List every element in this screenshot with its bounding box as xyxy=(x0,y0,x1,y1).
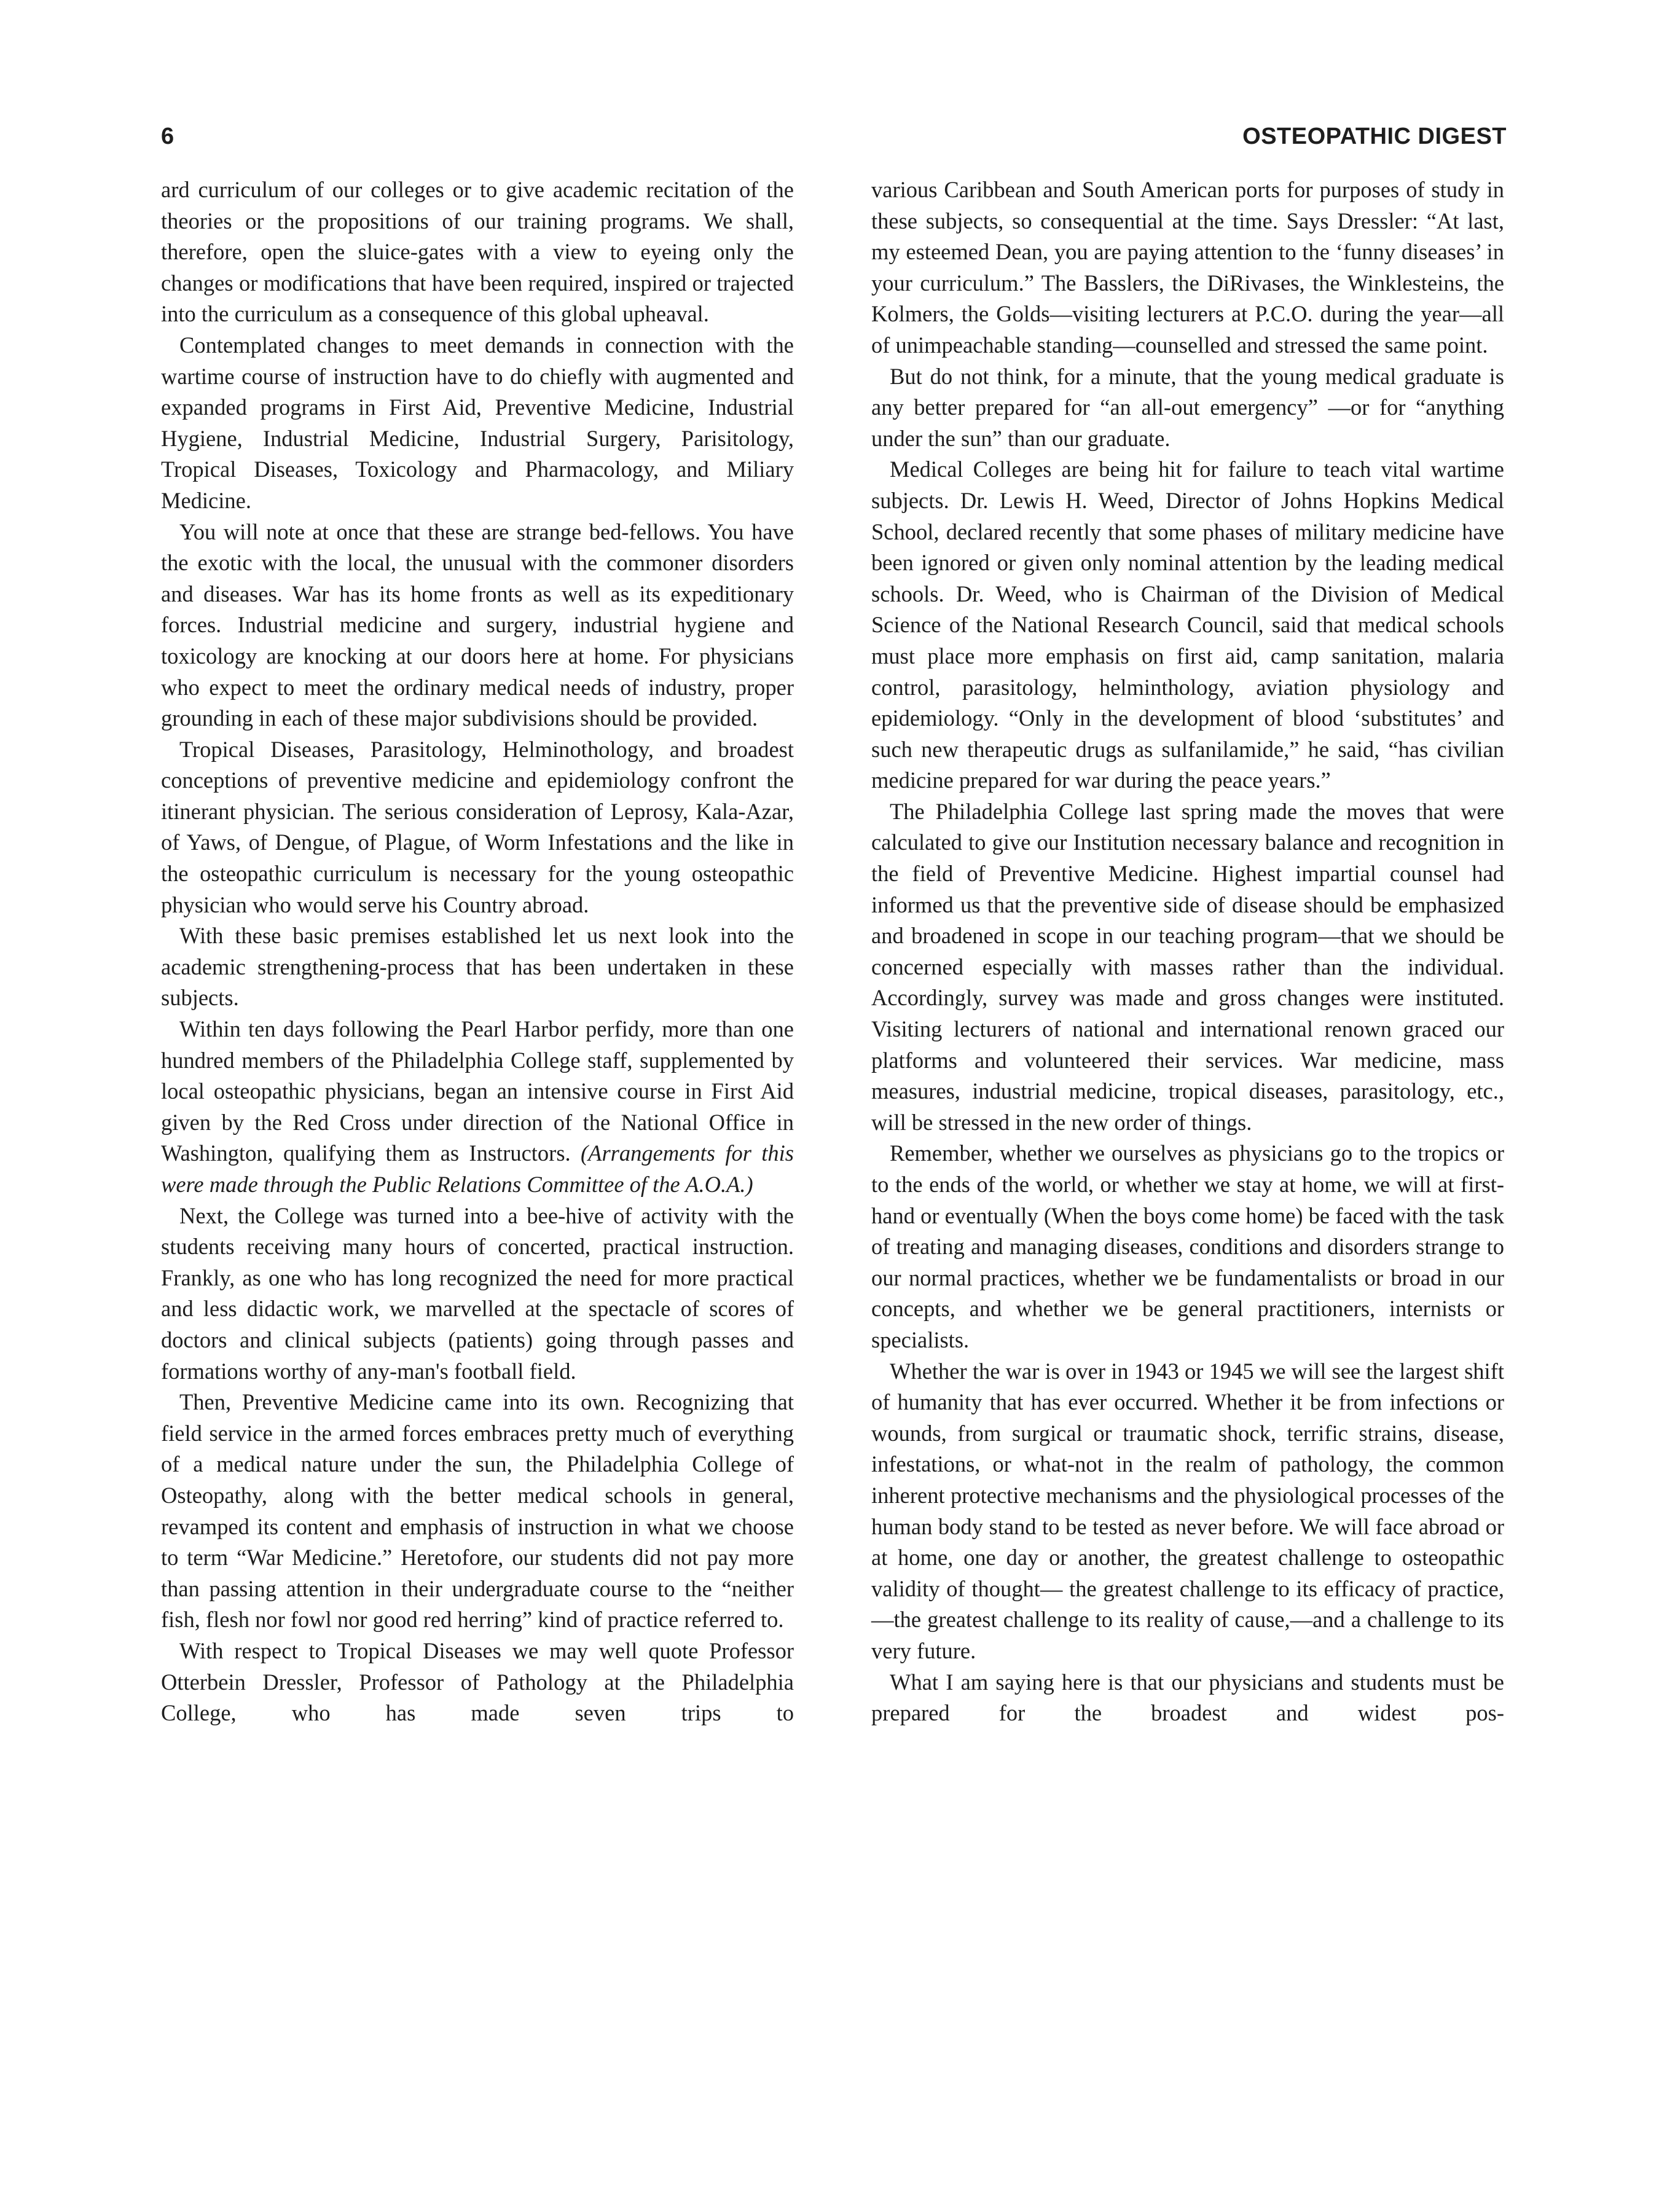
paragraph: Remember, whether we ourselves as physicians go to the tropics or to the ends of the world, or whether we stay at home, we will at first-hand or eventually (When the boys come home) be faced with the task of treating and managing diseases, conditions and disorders strange to our normal practices, whether we be fundamentalists or broad in our concepts, and whether we be general practitioners, internists or specialists. xyxy=(871,1140,1504,1352)
paragraph: Next, the College was turned into a bee-hive of activity with the students receiving many hours of concerted, practical instruction. Frankly, as one who has long recognized the need for more practical and less didactic work, we marvelled at the spectacle of scores of doctors and clinical subjects (patients) going through passes and formations worthy of any-man's football field. xyxy=(161,1202,794,1384)
italic-note: (Arrangements for this were made through the Public Relations Committee of the A.O.A.) xyxy=(161,1140,794,1197)
paragraph: Contemplated changes to meet demands in connection with the wartime course of instruction have to do chiefly with augmented and expanded programs in First Aid, Preventive Medicine, Industrial Hygiene, Industrial Medicine, Industrial Surgery, Parisitology, Tropical Diseases, Toxicology and Pharmacology, and Miliary Medicine. xyxy=(161,332,794,513)
paragraph xyxy=(161,1014,794,1201)
left-column xyxy=(161,175,794,1729)
page-header xyxy=(161,120,1507,157)
paragraph-text: Within ten days following the Pearl Harbor perfidy, more than one hundred members of the Philadelphia College staff, supplemented by local osteopathic physicians, began an intensive course in First Aid given by the Red Cross under direction of the National Office in Washington, qualifying them as Instructors. xyxy=(161,1016,794,1166)
paragraph: Then, Preventive Medicine came into its own. Recognizing that field service in the armed forces embraces pretty much of everything of a medical nature under the sun, the Philadelphia College of Osteopathy, along with the better medical schools in general, revamped its content and emphasis of instruction in what we choose to term “War Medicine.” Heretofore, our students did not pay more than passing attention in their undergraduate course to the “neither fish, flesh nor fowl nor good red herring” kind of practice referred to. xyxy=(161,1389,794,1633)
paragraph: various Caribbean and South American ports for purposes of study in these subjects, so consequential at the time. Says Dressler: “At last, my esteemed Dean, you are paying attention to the ‘funny diseases’ in your curriculum.” The Basslers, the DiRivases, the Winklesteins, the Kolmers, the Golds—visiting lecturers at P.C.O. during the year—all of unimpeachable standing—counselled and stressed the same point. xyxy=(871,177,1504,358)
paragraph: What I am saying here is that our physicians and students must be prepared for the broadest and widest pos- xyxy=(871,1669,1504,1726)
paragraph: Whether the war is over in 1943 or 1945 we will see the largest shift of humanity that has ever occurred. Whether it be from infections or wounds, from surgical or traumatic shock, terrific strains, disease, infestations, or what-not in the realm of pathology, the common inherent protective mechanisms and the physiological processes of the human body stand to be tested as never before. We will face abroad or at home, one day or another, the greatest challenge to osteopathic validity of thought— the greatest challenge to its efficacy of practice,—the greatest challenge to its reality of cause,—and a challenge to its very future. xyxy=(871,1358,1504,1663)
paragraph: With these basic premises established let us next look into the academic strengthening-process that has been undertaken in these subjects. xyxy=(161,923,794,1011)
paragraph: ard curriculum of our colleges or to give academic recitation of the theories or the propositions of our training programs. We shall, therefore, open the sluice-gates with a view to eyeing only the changes or modifications that have been required, inspired or trajected into the curriculum as a consequence of this global upheaval. xyxy=(161,177,794,327)
paragraph: Tropical Diseases, Parasitology, Helminothology, and broadest conceptions of preventive medicine and epidemiology confront the itinerant physician. The serious consideration of Leprosy, Kala-Azar, of Yaws, of Dengue, of Plague, of Worm Infestations and the like in the osteopathic curriculum is necessary for the young osteopathic physician who would serve his Country abroad. xyxy=(161,736,794,917)
paragraph: But do not think, for a minute, that the young medical graduate is any better prepared for “an all-out emergency” —or for “anything under the sun” than our graduate. xyxy=(871,363,1504,451)
paragraph: With respect to Tropical Diseases we may well quote Professor Otterbein Dressler, Professor of Pathology at the Philadelphia College, who has made seven trips to xyxy=(161,1637,794,1726)
paragraph: Medical Colleges are being hit for failure to teach vital wartime subjects. Dr. Lewis H. Weed, Director of Johns Hopkins Medical School, declared recently that some phases of military medicine have been ignored or given only nominal attention by the leading medical schools. Dr. Weed, who is Chairman of the Division of Medical Science of the National Research Council, said that medical schools must place more emphasis on first aid, camp sanitation, malaria control, parasitology, helminthology, aviation physiology and epidemiology. “Only in the development of blood ‘substitutes’ and such new therapeutic drugs as sulfanilamide,” he said, “has civilian medicine prepared for war during the peace years.” xyxy=(871,457,1504,793)
page-number: 6 xyxy=(161,124,175,149)
paragraph: You will note at once that these are strange bed-fellows. You have the exotic with the local, the unusual with the commoner disorders and diseases. War has its home fronts as well as its expeditionary forces. Industrial medicine and surgery, industrial hygiene and toxicology are knocking at our doors here at home. For physicians who expect to meet the ordinary medical needs of industry, proper grounding in each of these major subdivisions should be provided. xyxy=(161,519,794,731)
paragraph: The Philadelphia College last spring made the moves that were calculated to give our Institution necessary balance and recognition in the field of Preventive Medicine. Highest impartial counsel had informed us that the preventive side of disease should be emphasized and broadened in scope in our teaching program—that we should be concerned especially with masses rather than the individual. Accordingly, survey was made and gross changes were instituted. Visiting lecturers of national and international renown graced our platforms and volunteered their services. War medicine, mass measures, industrial medicine, tropical diseases, parasitology, etc., will be stressed in the new order of things. xyxy=(871,798,1504,1135)
running-head: OSTEOPATHIC DIGEST xyxy=(1242,124,1507,149)
right-column xyxy=(871,175,1504,1729)
